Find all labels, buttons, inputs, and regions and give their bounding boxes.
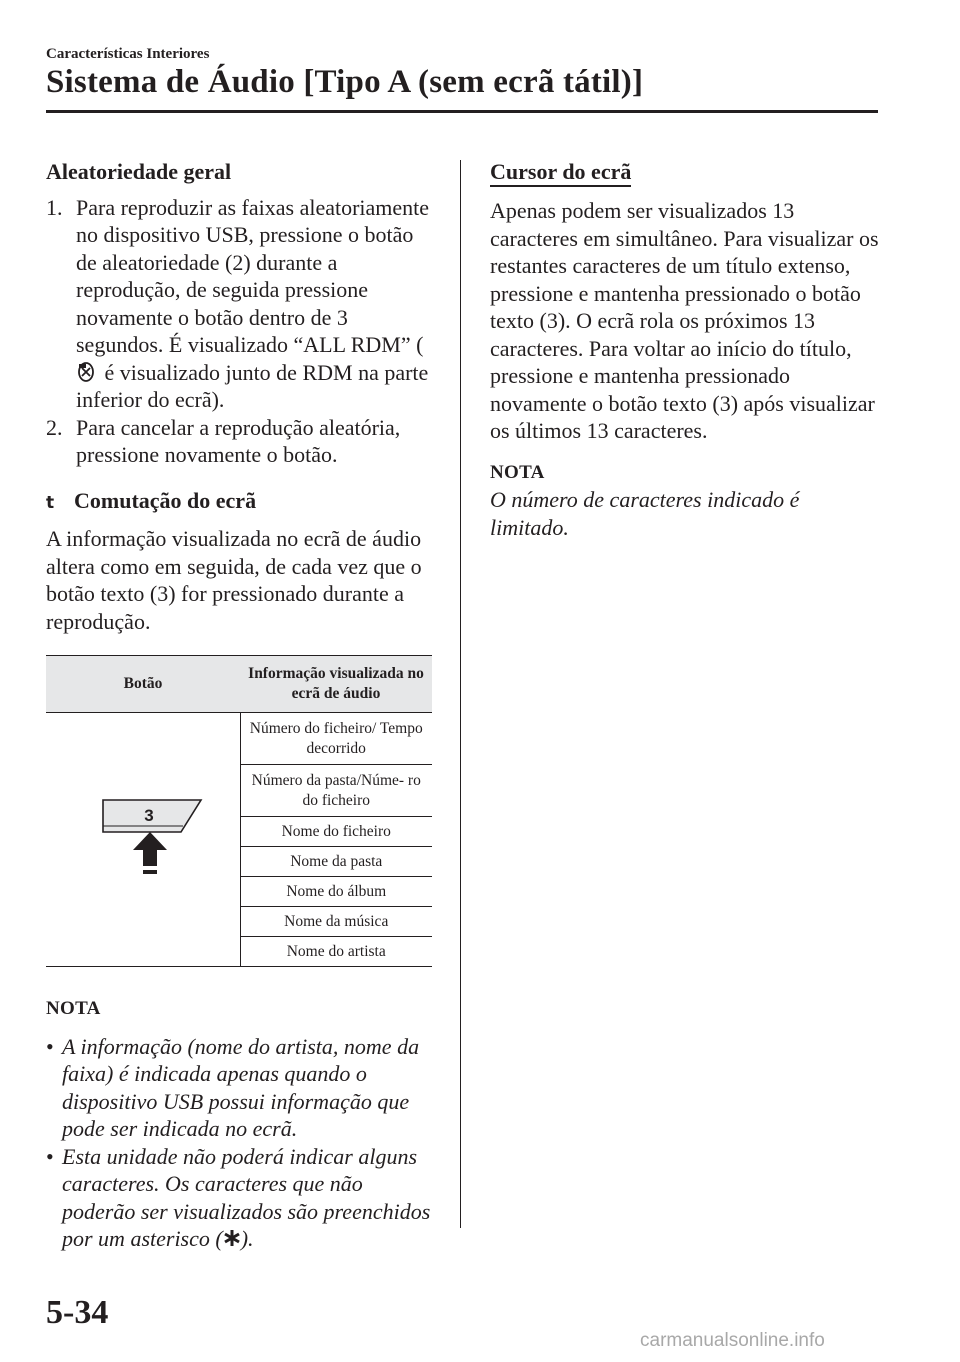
title-rule (46, 110, 878, 113)
step-number: 2. (46, 414, 63, 440)
page-number: 5-34 (46, 1294, 109, 1331)
display-info-table (46, 655, 432, 967)
bullet-dot-icon: • (46, 1143, 54, 1169)
nota-item (46, 1143, 434, 1253)
bullet-icon: t (46, 492, 55, 513)
info-cell: Nome da pasta (240, 847, 432, 877)
table-header-info: Informação visualizada no ecrã de áudio (240, 656, 432, 713)
left-column (46, 158, 434, 1253)
step-text-part: Para reproduzir as faixas aleatoriamente no dispositivo USB, pressione o botão de aleatoriedade (2) durante a reprodução, de seguida pressione novamente o botão dentro de 3 segundos. É visualizado “ALL RDM” ( (76, 194, 430, 357)
section-label: Características Interiores (46, 46, 210, 62)
shuffle-steps (46, 194, 434, 469)
nota-text: O número de caracteres indicado é limitado. (490, 487, 800, 540)
cursor-paragraph: Apenas podem ser visualizados 13 caracteres em simultâneo. Para visualizar os restantes caracteres de um título extenso, pressione e mantenha pressionado o botão texto (3). O ecrã rola os próximos 13 caracteres. Para voltar ao início do título, pressione e mantenha pressionado novamente o botão texto (3) após visualizar os últimos 13 caracteres. (490, 198, 879, 443)
subheading-text: Comutação do ecrã (74, 487, 257, 513)
step-text-part: é visualizado junto de RDM na parte inferior do ecrã). (76, 359, 429, 412)
column-divider (460, 160, 461, 1228)
info-cell: Nome do álbum (240, 877, 432, 907)
button-illustration-cell (46, 713, 240, 967)
step-item (46, 194, 434, 414)
nota-label: NOTA (490, 461, 545, 483)
nota-list (46, 1033, 434, 1253)
nota-item (46, 1033, 434, 1143)
intro-paragraph: A informação visualizada no ecrã de áudio altera como em seguida, de cada vez que o botão texto (3) for pressionado durante a reprodução. (46, 526, 422, 634)
shuffle-heading: Aleatoriedade geral (46, 159, 232, 184)
table-row (46, 713, 432, 765)
info-cell: Número do ficheiro/ Tempo decorrido (240, 713, 432, 765)
asterisk-icon (223, 1229, 241, 1247)
nota-label: NOTA (46, 998, 101, 1019)
text-button-icon (73, 792, 213, 882)
nota-text (62, 1143, 434, 1253)
info-cell: Nome do ficheiro (240, 817, 432, 847)
info-cell: Número da pasta/Núme- ro do ficheiro (240, 765, 432, 817)
table-header-button: Botão (46, 656, 240, 713)
button-number-label: 3 (144, 805, 154, 825)
display-switch-subheading (46, 487, 434, 518)
info-cell: Nome do artista (240, 937, 432, 967)
folder-shuffle-icon (77, 361, 95, 383)
watermark: carmanualsonline.info (640, 1330, 825, 1351)
nota-text-part: ). (240, 1226, 254, 1251)
info-cell: Nome da música (240, 907, 432, 937)
press-arrow-icon (133, 832, 167, 866)
step-number: 1. (46, 194, 63, 220)
page-title: Sistema de Áudio [Tipo A (sem ecrã tátil)] (46, 64, 644, 100)
step-text (76, 194, 434, 414)
right-column (490, 158, 882, 541)
step-text: Para cancelar a reprodução aleatória, pressione novamente o botão. (76, 414, 401, 467)
nota-text-part: Esta unidade não poderá indicar alguns caracteres. Os caracteres que não poderão ser visualizados são preenchidos por um asterisco ( (62, 1143, 431, 1251)
bullet-dot-icon: • (46, 1033, 54, 1059)
step-item (46, 414, 434, 469)
nota-text: A informação (nome do artista, nome da faixa) é indicada apenas quando o dispositivo USB possui informação que pode ser indicada no ecrã. (62, 1033, 420, 1141)
cursor-heading: Cursor do ecrã (490, 159, 631, 187)
